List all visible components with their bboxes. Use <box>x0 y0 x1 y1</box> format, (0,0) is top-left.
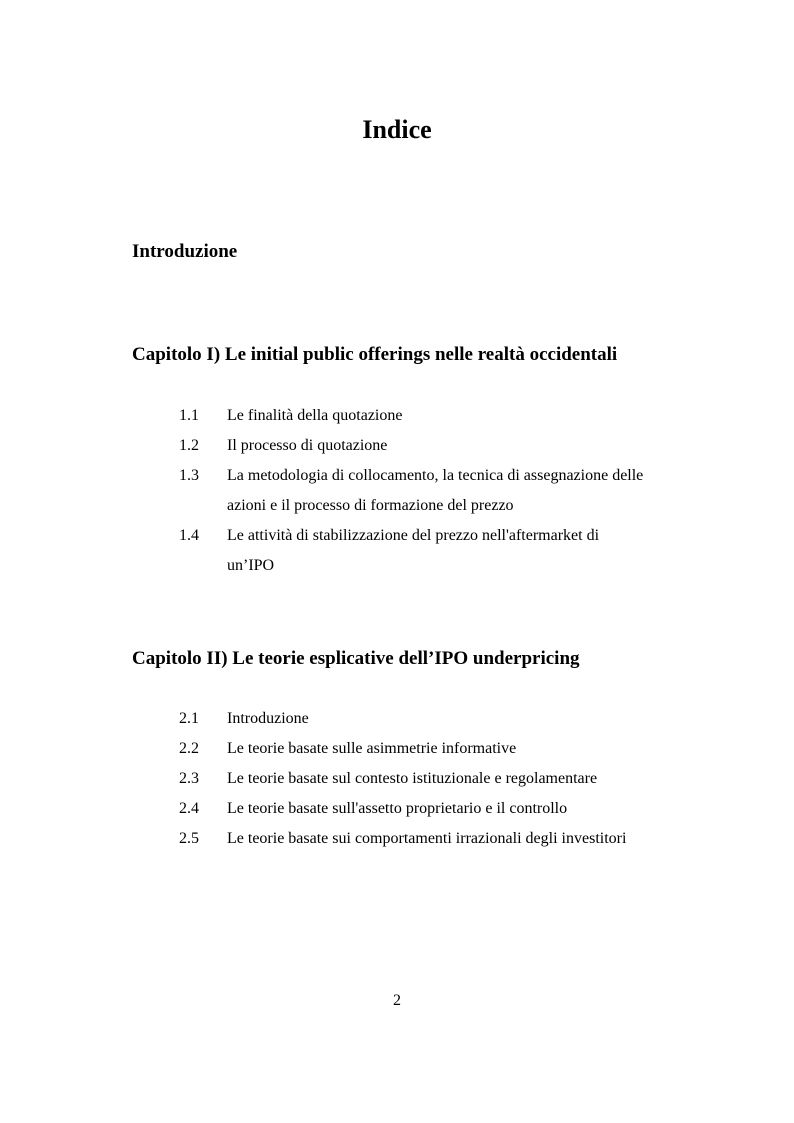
toc-item-2-1 <box>179 704 697 734</box>
toc-item-text: Le teorie basate sulle asimmetrie informative <box>227 740 517 757</box>
toc-item-text: Il processo di quotazione <box>227 437 388 454</box>
toc-item-2-4 <box>179 794 697 824</box>
toc-item-text: Le teorie basate sull'assetto proprietario e il controllo <box>227 800 568 817</box>
toc-item-number: 2.2 <box>179 740 199 757</box>
page-title: Indice <box>362 115 432 144</box>
introduction-heading: Introduzione <box>132 241 238 262</box>
toc-item-number: 2.1 <box>179 710 199 727</box>
toc-item-1-4 <box>179 521 697 581</box>
toc-item-text: Le finalità della quotazione <box>227 407 403 424</box>
toc-item-text: Introduzione <box>227 710 309 727</box>
toc-item-text: Le teorie basate sul contesto istituzionale e regolamentare <box>227 770 598 787</box>
toc-item-number: 1.1 <box>179 407 199 424</box>
toc-item-text-continuation: azioni e il processo di formazione del prezzo <box>227 497 514 514</box>
page-number: 2 <box>393 992 401 1009</box>
toc-item-number: 2.4 <box>179 800 199 817</box>
toc-item-2-2 <box>179 734 697 764</box>
toc-item-1-1 <box>179 401 697 431</box>
toc-item-text: La metodologia di collocamento, la tecnica di assegnazione delle <box>227 467 644 484</box>
chapter-2-toc-list <box>179 704 697 854</box>
toc-item-text: Le teorie basate sui comportamenti irrazionali degli investitori <box>227 830 627 847</box>
toc-item-1-3 <box>179 461 697 521</box>
toc-item-number: 2.3 <box>179 770 199 787</box>
toc-item-number: 1.3 <box>179 467 199 484</box>
toc-item-text: Le attività di stabilizzazione del prezzo nell'aftermarket di <box>227 527 600 544</box>
toc-item-text-continuation: un’IPO <box>227 557 275 574</box>
toc-item-number: 1.2 <box>179 437 199 454</box>
toc-item-number: 1.4 <box>179 527 199 544</box>
toc-item-number: 2.5 <box>179 830 199 847</box>
chapter-1-toc-list <box>179 401 697 581</box>
toc-item-2-3 <box>179 764 697 794</box>
chapter-2-heading: Capitolo II) Le teorie esplicative dell’IPO underpricing <box>132 648 580 669</box>
toc-item-2-5 <box>179 824 697 854</box>
toc-item-1-2 <box>179 431 697 461</box>
chapter-1-heading: Capitolo I) Le initial public offerings nelle realtà occidentali <box>132 344 618 365</box>
